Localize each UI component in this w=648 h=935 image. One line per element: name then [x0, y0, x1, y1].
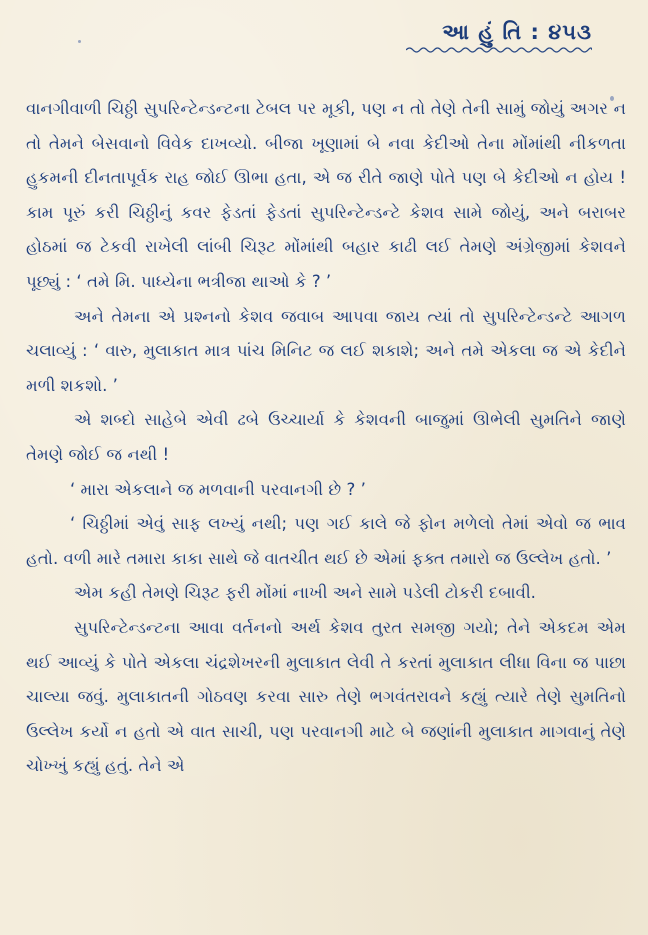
paragraph-1: વાનગીવાળી ચિઠ્ઠી સુપરિન્ટેન્ડન્ટના ટેબલ પર મૂકી, પણ ન તો તેણે તેની સામું જોયું અગર ન તો તેમને બેસવાનો વિવેક દાખવ્યો. બીજા ખૂણામાં બે નવા કેદીઓ તેના મોંમાંથી નીકળતા હુકમની દીનતાપૂર્વક રાહ જોઈ ઊભા હતા, એ જ રીતે જાણે પોતે પણ બે કેદીઓ ન હોય ! કામ પૂરું કરી ચિઠ્ઠીનું કવર ફેડતાં ફેડતાં સુપરિન્ટેન્ડન્ટે કેશવ સામે જોયું, અને બરાબર હોઠમાં જ ટેકવી રાખેલી લાંબી ચિરૂટ મોંમાંથી બહાર કાઢી લઈ તેમણે અંગ્રેજીમાં કેશવને પૂછ્યું : ‘ તમે મિ. પાધ્યેના ભત્રીજા થાઓ કે ? ’ — [26, 99, 626, 291]
running-header — [406, 20, 592, 55]
paper-speck — [78, 40, 81, 43]
paragraph-6: એમ કહી તેમણે ચિરૂટ ફરી મોંમાં નાખી અને સામે પડેલી ટોકરી દબાવી. — [74, 583, 536, 603]
wavy-underline-ornament — [406, 45, 592, 55]
paragraph-2: અને તેમના એ પ્રશ્નનો કેશવ જવાબ આપવા જાય ત્યાં તો સુપરિન્ટેન્ડન્ટે આગળ ચલાવ્યું : ‘ વારુ, મુલાકાત માત્ર પાંચ મિનિટ જ લઈ શકાશે; અને તમે એકલા જ એ કેદીને મળી શકશો. ’ — [26, 306, 626, 395]
page-body-text — [26, 92, 626, 784]
paragraph-3: એ શબ્દો સાહેબે એવી ઢબે ઉચ્ચાર્યા કે કેશવની બાજુમાં ઊભેલી સુમતિને જાણે તેમણે જોઈ જ નથી ! — [26, 410, 626, 464]
paragraph-5: ‘ ચિઠ્ઠીમાં એવું સાફ લખ્યું નથી; પણ ગઈ કાલે જે ફોન મળેલો તેમાં એવો જ ભાવ હતો. વળી મારે તમારા કાકા સાથે જે વાતચીત થઈ છે એમાં ફક્ત તમારો જ ઉલ્લેખ હતો. ’ — [26, 514, 626, 568]
paragraph-4: ‘ મારા એકલાને જ મળવાની પરવાનગી છે ? ’ — [70, 479, 366, 499]
paragraph-7: સુપરિન્ટેન્ડન્ટના આવા વર્તનનો અર્થ કેશવ તુરત સમજી ગયો; તેને એકદમ એમ થઈ આવ્યું કે પોતે એકલા ચંદ્રશેખરની મુલાકાત લેવી તે કરતાં મુલાકાત લીધા વિના જ પાછા ચાલ્યા જવું. મુલાકાતની ગોઠવણ કરવા સારુ તેણે ભગવંતરાવને કહ્યું ત્યારે તેણે સુમતિનો ઉલ્લેખ કર્યો ન હતો એ વાત સાચી, પણ પરવાનગી માટે બે જણાંની મુલાકાત માગવાનું તેણે ચોખ્ખું કહ્યું હતું. તેને એ — [26, 617, 626, 776]
running-title: આ હું તિ : ૪૫૩ — [442, 20, 592, 44]
